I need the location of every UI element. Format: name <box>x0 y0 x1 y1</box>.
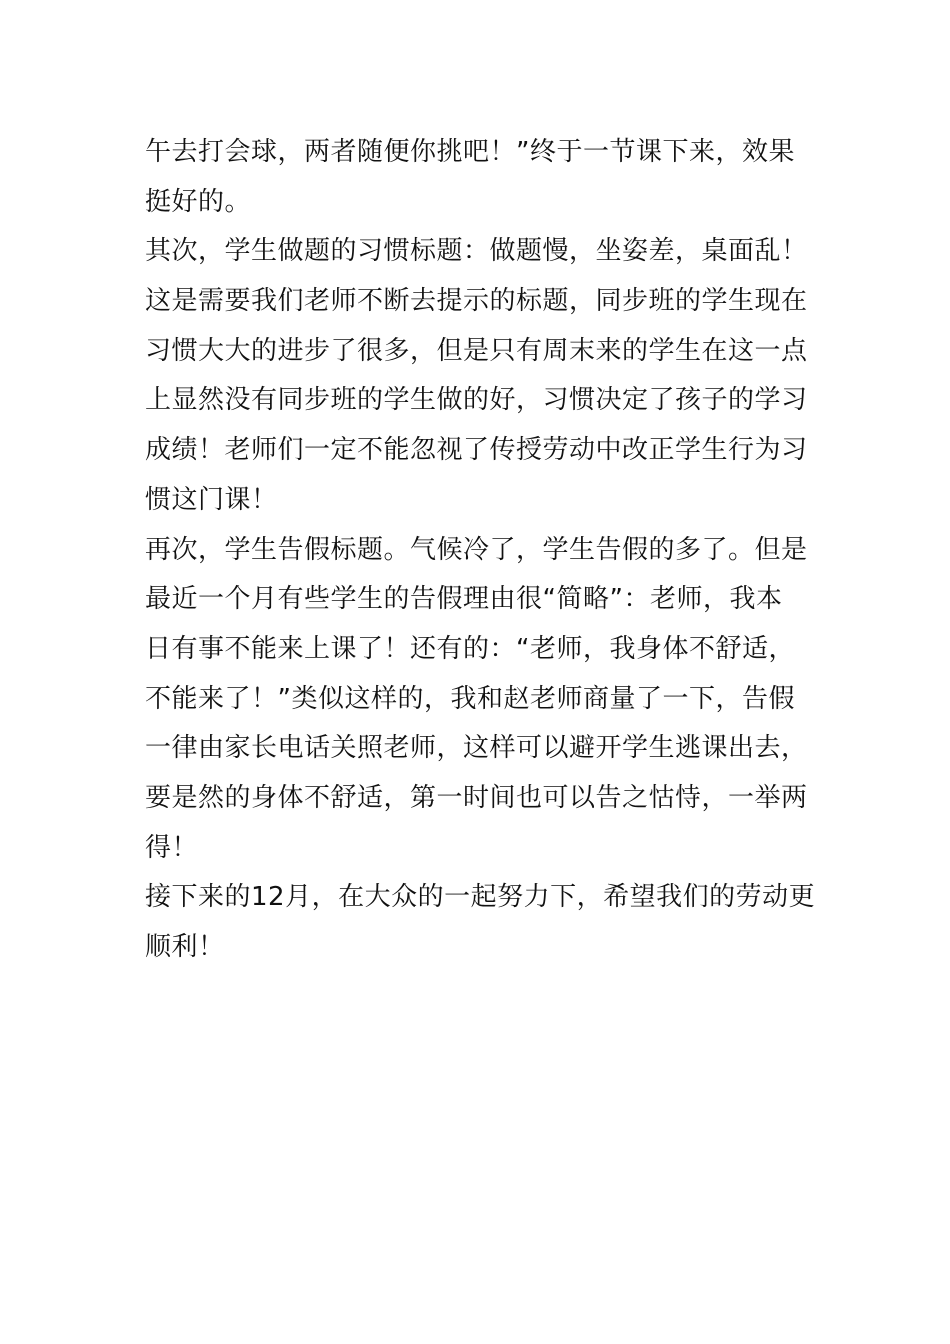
text-line: 上显然没有同步班的学生做的好，习惯决定了孩子的学习 <box>145 385 808 416</box>
text-line: 得！ <box>145 832 199 863</box>
text-line: 要是然的身体不舒适，第一时间也可以告之怙恃，一举两 <box>145 782 808 813</box>
text-line: 接下来的12月，在大众的一起努力下，希望我们的劳动更 <box>145 882 816 913</box>
text-line: 惯这门课！ <box>145 484 278 515</box>
document-body <box>145 128 816 973</box>
text-line: 再次，学生告假标题。气候冷了，学生告假的多了。但是 <box>145 534 808 565</box>
text-line: 日有事不能来上课了！还有的：“老师，我身体不舒适， <box>145 633 795 664</box>
text-line: 其次，学生做题的习惯标题：做题慢，坐姿差，桌面乱！ <box>145 236 808 267</box>
text-line: 最近一个月有些学生的告假理由很“简略”：老师，我本 <box>145 584 783 615</box>
text-line: 挺好的。 <box>145 186 252 217</box>
text-line: 不能来了！”类似这样的，我和赵老师商量了一下，告假 <box>145 683 795 714</box>
text-line: 这是需要我们老师不断去提示的标题，同步班的学生现在 <box>145 286 808 317</box>
text-line: 习惯大大的进步了很多，但是只有周末来的学生在这一点 <box>145 335 808 366</box>
text-line: 成绩！老师们一定不能忽视了传授劳动中改正学生行为习 <box>145 435 808 466</box>
text-line: 午去打会球，两者随便你挑吧！”终于一节课下来，效果 <box>145 137 795 167</box>
text-line: 一律由家长电话关照老师，这样可以避开学生逃课出去， <box>145 733 808 764</box>
text-line: 顺利！ <box>145 932 225 962</box>
